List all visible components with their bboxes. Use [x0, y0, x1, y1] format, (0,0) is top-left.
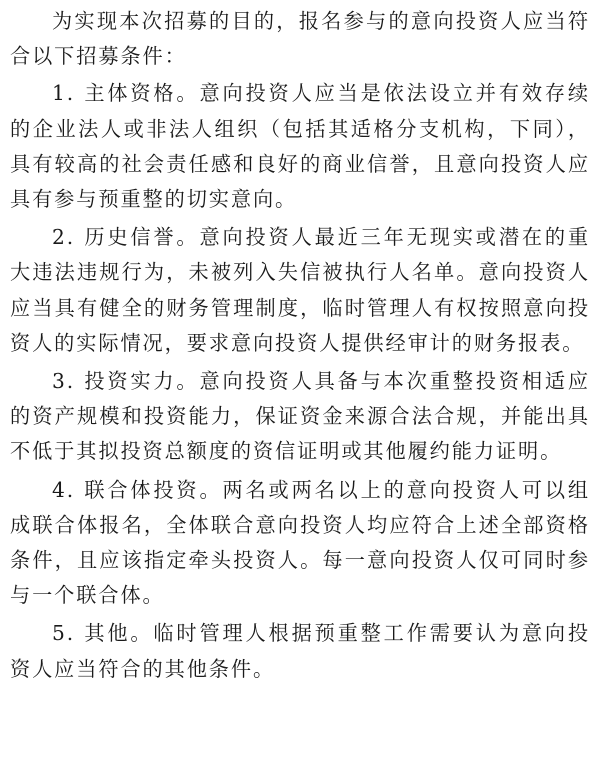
- condition-item-1: 1. 主体资格。意向投资人应当是依法设立并有效存续的企业法人或非法人组织（包括其适格分支机构，下同），具有较高的社会责任感和良好的商业信誉，且意向投资人应具有参与预重整的切实意向。: [10, 81, 590, 212]
- condition-item-3: 3. 投资实力。意向投资人具备与本次重整投资相适应的资产规模和投资能力，保证资金来源合法合规，并能出具不低于其拟投资总额度的资信证明或其他履约能力证明。: [10, 369, 590, 464]
- condition-item-4: 4. 联合体投资。两名或两名以上的意向投资人可以组成联合体报名，全体联合意向投资人均应符合上述全部资格条件，且应该指定牵头投资人。每一意向投资人仅可同时参与一个联合体。: [10, 477, 590, 608]
- condition-item-2: 2. 历史信誉。意向投资人最近三年无现实或潜在的重大违法违规行为，未被列入失信被执行人名单。意向投资人应当具有健全的财务管理制度，临时管理人有权按照意向投资人的实际情况，要求意向投资人提供经审计的财务报表。: [10, 225, 590, 355]
- condition-item-5: 5. 其他。临时管理人根据预重整工作需要认为意向投资人应当符合的其他条件。: [10, 621, 590, 681]
- intro-paragraph: 为实现本次招募的目的，报名参与的意向投资人应当符合以下招募条件：: [10, 9, 590, 69]
- document-body: [10, 0, 590, 687]
